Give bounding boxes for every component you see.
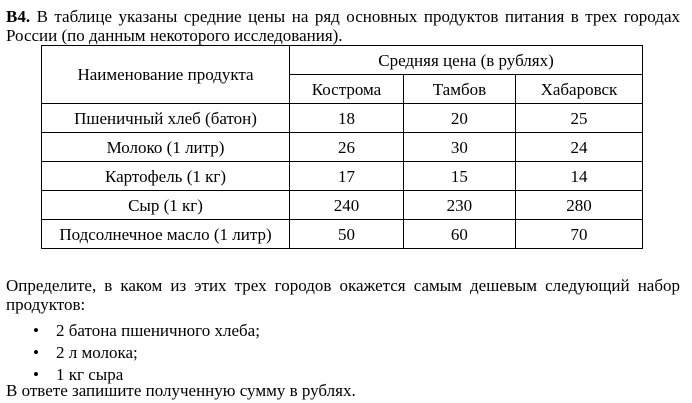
bullet-icon: • (33, 365, 39, 384)
answer-instruction: В ответе запишите полученную сумму в рублях. (6, 381, 356, 400)
problem-intro-text: В таблице указаны средние цены на ряд основных продуктов питания в трех городах России (по данным некоторого исследования). (6, 7, 680, 45)
table-row (42, 162, 643, 191)
city-header-khabarovsk: Хабаровск (515, 75, 642, 104)
price-table (41, 45, 643, 249)
price-cell: 24 (515, 133, 642, 162)
price-cell: 26 (290, 133, 404, 162)
price-cell: 60 (403, 220, 515, 249)
product-name: Молоко (1 литр) (42, 133, 290, 162)
product-name: Пшеничный хлеб (батон) (42, 104, 290, 133)
bullet-icon: • (33, 321, 39, 340)
price-cell: 15 (403, 162, 515, 191)
price-cell: 240 (290, 191, 404, 220)
table-header-row (42, 46, 643, 75)
price-cell: 280 (515, 191, 642, 220)
price-cell: 14 (515, 162, 642, 191)
price-cell: 20 (403, 104, 515, 133)
table-row (42, 220, 643, 249)
price-cell: 25 (515, 104, 642, 133)
table-row (42, 133, 643, 162)
list-item (33, 320, 260, 342)
price-column-header: Средняя цена (в рублях) (290, 46, 643, 75)
price-cell: 70 (515, 220, 642, 249)
product-name: Подсолнечное масло (1 литр) (42, 220, 290, 249)
problem-intro (6, 7, 680, 45)
product-column-header: Наименование продукта (42, 46, 290, 104)
city-header-tambov: Тамбов (403, 75, 515, 104)
table-row (42, 191, 643, 220)
price-cell: 17 (290, 162, 404, 191)
list-item-text: 1 кг сыра (56, 365, 124, 384)
product-name: Сыр (1 кг) (42, 191, 290, 220)
list-item (33, 342, 260, 364)
price-cell: 50 (290, 220, 404, 249)
product-name: Картофель (1 кг) (42, 162, 290, 191)
price-cell: 230 (403, 191, 515, 220)
task-question: Определите, в каком из этих трех городов окажется самым дешевым следующий набор продуктов: (6, 276, 680, 314)
list-item-text: 2 батона пшеничного хлеба; (56, 321, 260, 340)
problem-number: B4. (6, 7, 31, 26)
table-row (42, 104, 643, 133)
city-header-kostroma: Кострома (290, 75, 404, 104)
price-cell: 30 (403, 133, 515, 162)
product-set-list (33, 320, 260, 386)
list-item-text: 2 л молока; (56, 343, 138, 362)
price-cell: 18 (290, 104, 404, 133)
bullet-icon: • (33, 343, 39, 362)
